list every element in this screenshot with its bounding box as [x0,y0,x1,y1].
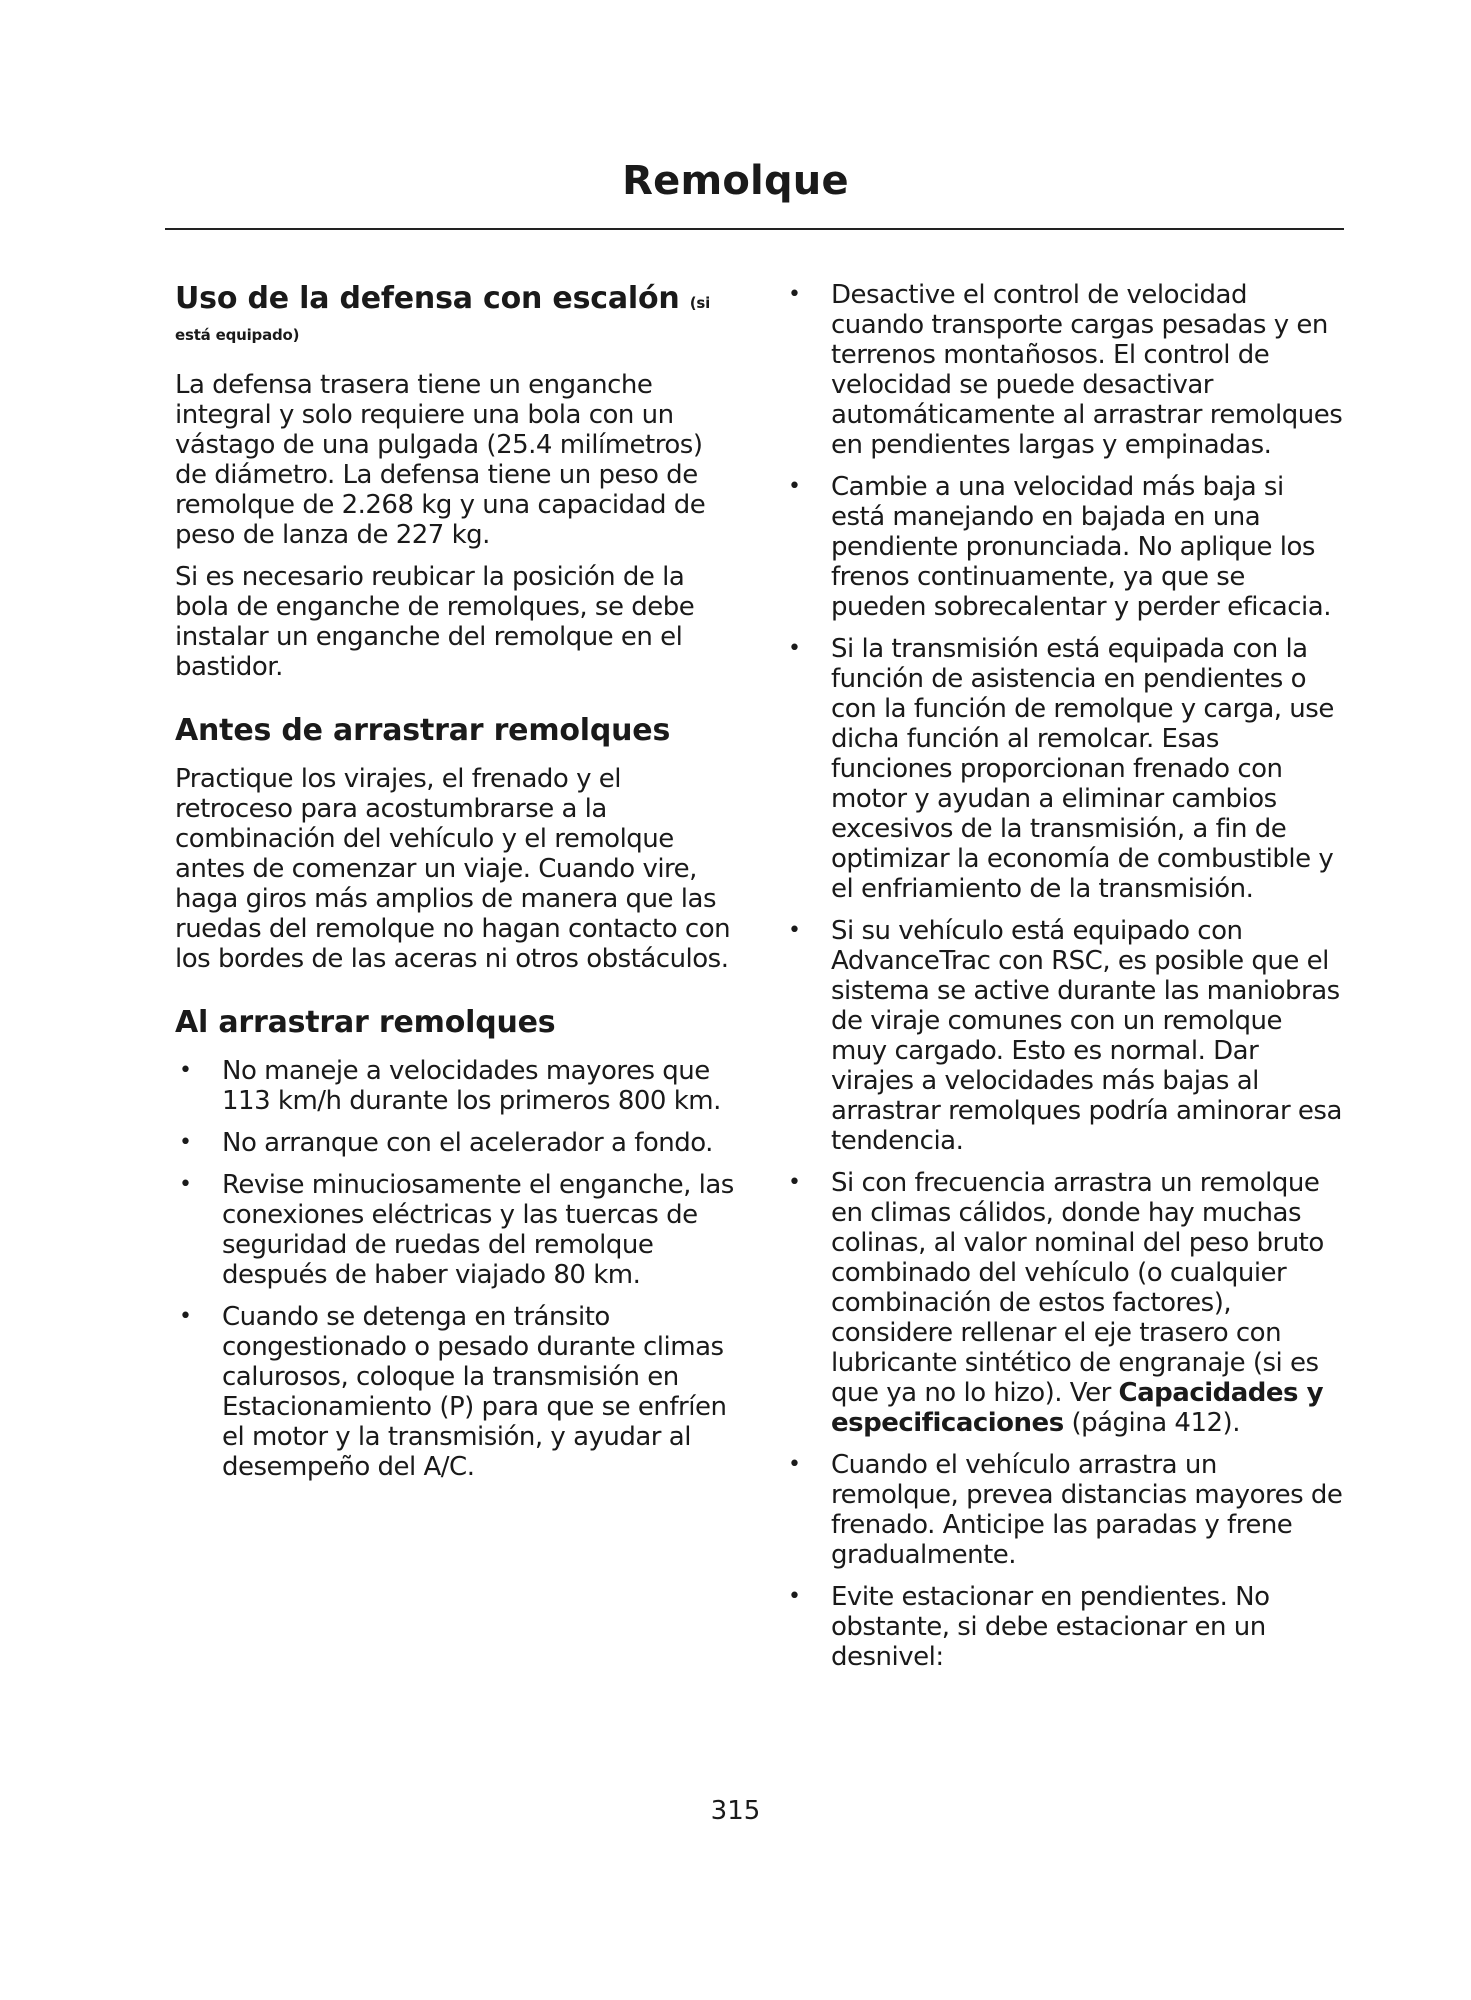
left-column [175,280,735,1494]
heading-note-part2: está equipado) [175,326,300,344]
bullet-icon: • [179,1058,192,1083]
list-item [784,1582,1344,1672]
list-item-text: Desactive el control de velocidad cuando transporte cargas pesadas y en terrenos montañosos. El control de velocidad se puede desactivar automáticamente al arrastrar remolques en pendientes largas y empinadas. [831,280,1343,460]
list-item-text: Evite estacionar en pendientes. No obstante, si debe estacionar en un desnivel: [831,1582,1270,1672]
section-heading-step-bumper [175,280,735,350]
list-item [175,1056,735,1116]
list-item-text: Cuando se detenga en tránsito congestionado o pesado durante climas calurosos, coloque la transmisión en Estacionamiento (P) para que se enfríen el motor y la transmisión, y ayudar al desempeño del A/C. [222,1302,727,1482]
paragraph: Si es necesario reubicar la posición de la bola de enganche de remolques, se debe instalar un enganche del remolque en el bastidor. [175,562,695,682]
list-item [784,472,1344,622]
section-heading-text: Uso de la defensa con escalón [175,281,680,316]
title-divider [165,228,1344,230]
list-item-text: Si la transmisión está equipada con la función de asistencia en pendientes o con la función de remolque y carga, use dicha función al remolcar. Esas funciones proporcionan frenado con motor y ayudan a eliminar cambios excesivos de la transmisión, a fin de optimizar la economía de combustible y el enfriamiento de la transmisión. [831,634,1334,904]
bullet-icon: • [788,1170,801,1195]
page-number: 315 [710,1796,761,1826]
page-title: Remolque [622,158,849,204]
list-item [175,1170,735,1290]
list-item [784,280,1344,460]
bullet-icon: • [179,1172,192,1197]
page-reference: (página 412). [1071,1408,1240,1438]
cross-reference-link[interactable]: Capacidades y especificaciones [831,1378,1324,1438]
section-heading-when-towing: Al arrastrar remolques [175,1005,556,1040]
list-item-text: No arranque con el acelerador a fondo. [222,1128,713,1158]
list-item-text: No maneje a velocidades mayores que 113 km/h durante los primeros 800 km. [222,1056,721,1116]
list-item [784,1168,1344,1438]
heading-note-part1: (si [689,294,711,312]
list-item-text: Revise minuciosamente el enganche, las conexiones eléctricas y las tuercas de seguridad de ruedas del remolque después de haber viajado 80 km. [222,1170,734,1290]
bullet-icon: • [179,1304,192,1329]
right-column [784,280,1344,1684]
list-item-text: Cambie a una velocidad más baja si está manejando en bajada en una pendiente pronunciada. No aplique los frenos continuamente, ya que se pueden sobrecalentar y perder eficacia. [831,472,1331,622]
paragraph: Practique los virajes, el frenado y el retroceso para acostumbrarse a la combinación del vehículo y el remolque antes de comenzar un viaje. Cuando vire, haga giros más amplios de manera que las ruedas del remolque no hagan contacto con los bordes de las aceras ni otros obstáculos. [175,764,731,974]
bullet-icon: • [788,474,801,499]
bullet-icon: • [788,282,801,307]
bullet-icon: • [788,1584,801,1609]
bullet-icon: • [788,636,801,661]
paragraph: La defensa trasera tiene un enganche integral y solo requiere una bola con un vástago de una pulgada (25.4 milímetros) de diámetro. La defensa tiene un peso de remolque de 2.268 kg y una capacidad de peso de lanza de 227 kg. [175,370,706,550]
list-item-text: Cuando el vehículo arrastra un remolque, prevea distancias mayores de frenado. Anticipe las paradas y frene gradualmente. [831,1450,1343,1570]
list-item-text: Si su vehículo está equipado con AdvanceTrac con RSC, es posible que el sistema se active durante las maniobras de viraje comunes con un remolque muy cargado. Esto es normal. Dar virajes a velocidades más bajas al arrastrar remolques podría aminorar esa tendencia. [831,916,1342,1156]
list-item-text: Si con frecuencia arrastra un remolque en climas cálidos, donde hay muchas colinas, al valor nominal del peso bruto combinado del vehículo (o cualquier combinación de estos factores), considere rellenar el eje trasero con lubricante sintético de engranaje (si es que ya no lo hizo). Ver [831,1168,1324,1408]
list-item [784,1450,1344,1570]
bullet-list [784,280,1344,1672]
list-item [175,1128,735,1158]
bullet-list [175,1056,735,1482]
list-item [784,916,1344,1156]
bullet-icon: • [788,1452,801,1477]
bullet-icon: • [179,1130,192,1155]
list-item [175,1302,735,1482]
bullet-icon: • [788,918,801,943]
section-heading-before-towing: Antes de arrastrar remolques [175,713,671,748]
list-item [784,634,1344,904]
